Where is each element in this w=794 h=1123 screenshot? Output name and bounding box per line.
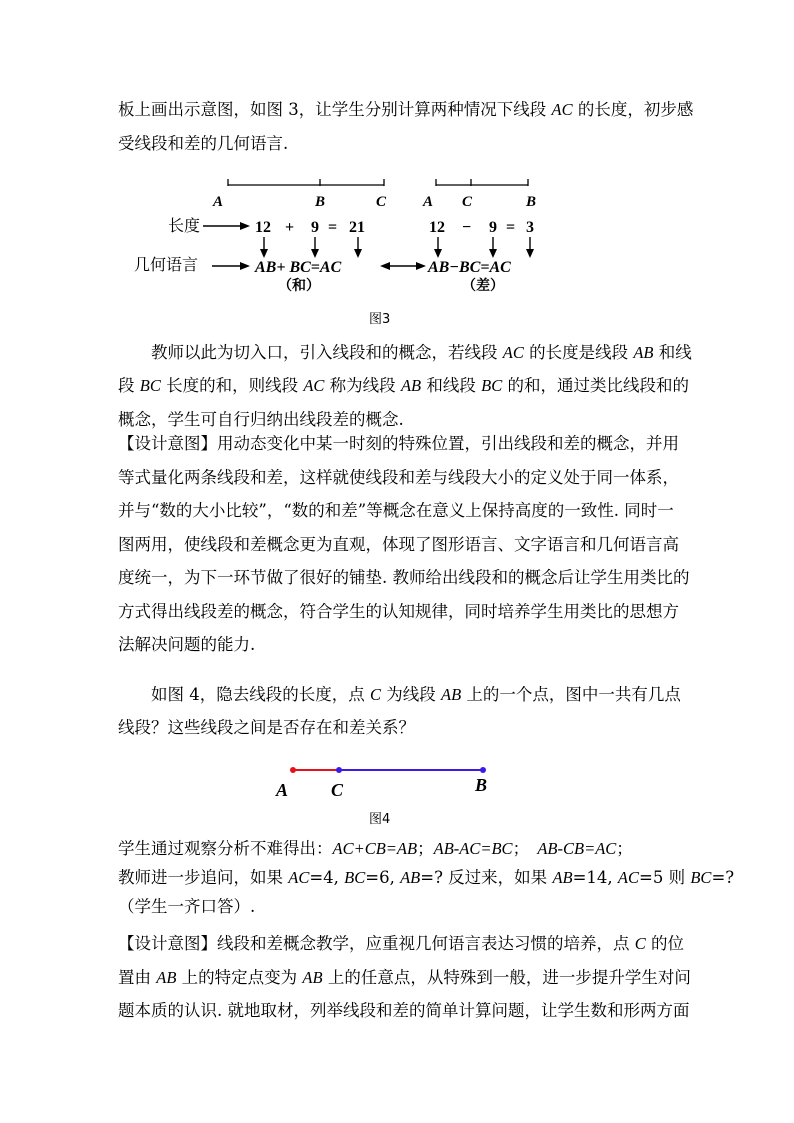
text-line: （学生一齐口答）. <box>118 897 256 916</box>
text-line: 【设计意图】线段和差概念教学，应重视几何语言表达习惯的培养，点 C 的位 <box>118 934 685 953</box>
text-line: 概念，学生可自行归纳出线段差的概念. <box>118 409 404 429</box>
text-line: 度统一，为下一环节做了很好的铺垫. 教师给出线段和的概念后让学生用类比的 <box>118 568 690 587</box>
paragraph-concept-cont <box>118 369 689 436</box>
geometry-language-label: 几何语言 <box>134 257 199 274</box>
point-a <box>290 767 296 773</box>
label-b: B <box>475 775 488 795</box>
text-line: 法解决问题的能力. <box>118 635 256 654</box>
number-12: 12 <box>255 219 271 236</box>
label-c: C <box>462 194 473 210</box>
label-a: A <box>213 194 224 210</box>
label-a: A <box>423 194 434 210</box>
text-line: 教师进一步追问，如果 AC=4, BC=6, AB=? 反过来，如果 AB=14, AC=5 则 BC=? <box>118 868 735 887</box>
number-12: 12 <box>429 219 445 236</box>
label-c: C <box>376 194 387 210</box>
point-b <box>480 767 486 773</box>
text-line: 【设计意图】用动态变化中某一时刻的特殊位置，引出线段和差的概念，并用 <box>118 434 679 453</box>
figure-4-caption: 图4 <box>369 812 391 827</box>
paragraph-intro <box>118 93 694 160</box>
paragraph-concept <box>151 336 692 370</box>
text-line: 学生通过观察分析不难得出：AC+CB=AB；AB-AC=BC； AB-CB=AC； <box>118 839 633 858</box>
number-21: 21 <box>349 219 365 236</box>
text-line: 并与“数的大小比较”，“数的和差”等概念在意义上保持高度的一致性. 同时一 <box>118 501 674 520</box>
double-arrow <box>380 262 426 270</box>
text-line: 方式得出线段差的概念，符合学生的认知规律，同时培养学生用类比的思想方 <box>118 601 679 621</box>
segment-ac-long <box>228 179 384 186</box>
difference-equation: AB−BC=AC <box>428 259 511 276</box>
sum-equation: AB+ BC=AC <box>255 259 342 276</box>
number-9: 9 <box>311 219 319 236</box>
minus-sign: − <box>462 219 472 236</box>
text-line: 受线段和差的几何语言. <box>118 133 289 153</box>
segment-ab-short <box>436 179 528 186</box>
label-b: B <box>526 194 537 210</box>
label-c: C <box>331 780 344 800</box>
text-line: 置由 AB 上的特定点变为 AB 上的任意点，从特殊到一般，进一步提升学生对问 <box>118 967 691 987</box>
sum-caption: （和） <box>278 279 320 294</box>
text-line: 如图 4，隐去线段的长度，点 C 为线段 AB 上的一个点，图中一共有几点 <box>151 685 681 704</box>
point-c <box>336 767 342 773</box>
difference-caption: （差） <box>462 279 504 294</box>
figure-4 <box>0 757 794 807</box>
paragraph-figure-4-intro <box>151 678 681 712</box>
arrow-length <box>203 222 250 230</box>
number-9: 9 <box>489 219 497 236</box>
text-line: 线段？这些线段之间是否存在和差关系？ <box>118 718 415 737</box>
number-3: 3 <box>526 219 534 236</box>
text-line: 题本质的认识. 就地取材，列举线段和差的简单计算问题，让学生数和形两方面 <box>118 1001 690 1020</box>
label-b: B <box>315 194 326 210</box>
equals-sign: = <box>328 219 338 236</box>
arrow-geometry <box>212 262 250 270</box>
text-line: 图两用，使线段和差概念更为直观，体现了图形语言、文字语言和几何语言高 <box>118 534 679 554</box>
text-line: 段 BC 长度的和，则线段 AC 称为线段 AB 和线段 BC 的和，通过类比线段和的 <box>118 376 689 395</box>
text-line: 教师以此为切入口，引入线段和的概念，若线段 AC 的长度是线段 AB 和线 <box>151 343 692 362</box>
down-arrows <box>260 237 534 258</box>
paragraph-student-answers <box>118 834 735 921</box>
equals-sign: = <box>506 219 516 236</box>
paragraph-figure-4-intro-cont <box>118 711 678 745</box>
text-line: 板上画出示意图，如图 3，让学生分别计算两种情况下线段 AC 的长度，初步感 <box>118 100 694 119</box>
figure-3 <box>0 175 794 315</box>
length-label: 长度 <box>168 218 201 235</box>
paragraph-design-intent-2 <box>118 927 691 1028</box>
text-line: 等式量化两条线段和差，这样就使线段和差与线段大小的定义处于同一体系， <box>118 467 679 487</box>
plus-sign: + <box>285 219 295 236</box>
label-a: A <box>276 780 289 800</box>
paragraph-design-intent <box>118 427 690 662</box>
figure-3-caption: 图3 <box>369 312 391 327</box>
